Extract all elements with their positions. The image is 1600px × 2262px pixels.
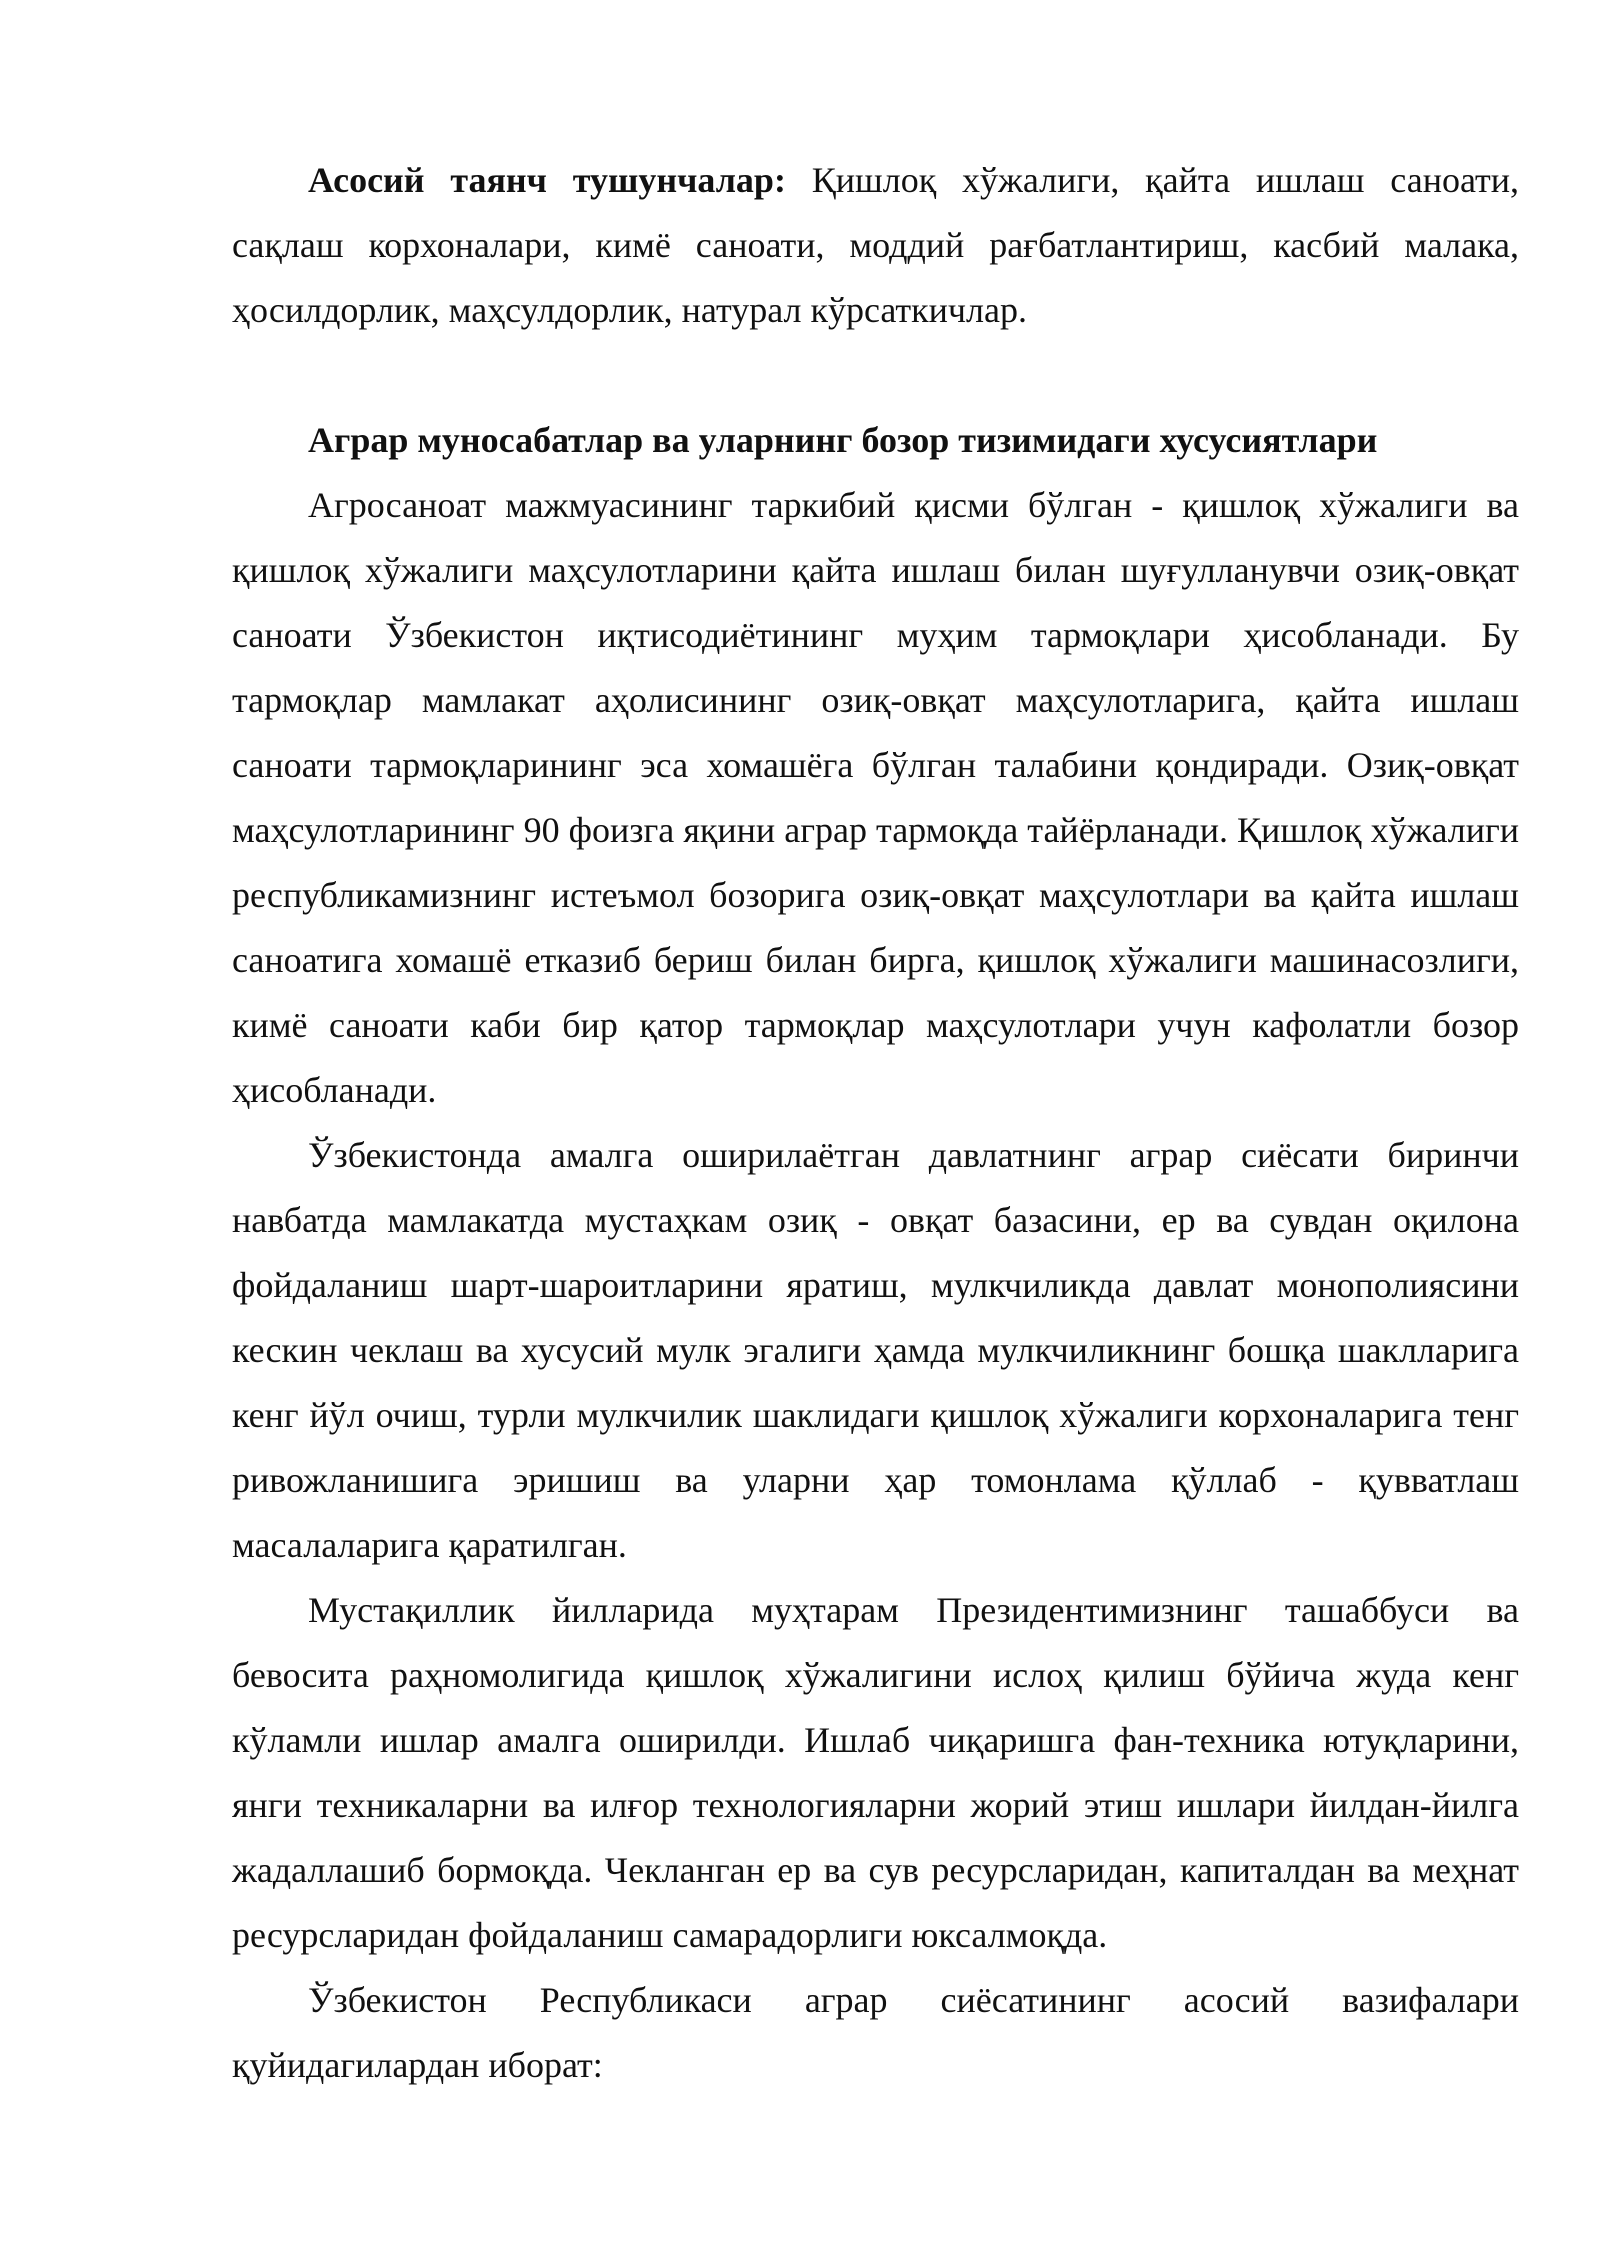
key-concepts-text: Қишлоқ хўжалиги, қайта ишлаш саноати, сақлаш корхоналари, кимё саноати, моддий рағбатлантириш, касбий малака, ҳосилдорлик, маҳсулдорлик, натурал кўрсаткичлар. xyxy=(232,160,1520,330)
key-concepts-lead: Асосий таянч тушунчалар: xyxy=(308,160,786,200)
key-concepts-paragraph xyxy=(232,148,1519,343)
body-paragraph: Ўзбекистонда амалга оширилаётган давлатнинг аграр сиёсати биринчи навбатда мамлакатда мустаҳкам озиқ - овқат базасини, ер ва сувдан оқилона фойдаланиш шарт-шароитларини яратиш, мулкчиликда давлат монополиясини кескин чеклаш ва хусусий мулк эгалиги ҳамда мулкчиликнинг бошқа шаклларига кенг йўл очиш, турли мулкчилик шаклидаги қишлоқ хўжалиги корхоналарига тенг ривожланишига эришиш ва уларни ҳар томонлама қўллаб - қувватлаш масалаларига қаратилган. xyxy=(232,1135,1519,1565)
section-heading: Аграр муносабатлар ва уларнинг бозор тизимидаги хусусиятлари xyxy=(308,420,1378,460)
body-paragraph: Ўзбекистон Республикаси аграр сиёсатининг асосий вазифалари қуйидагилардан иборат: xyxy=(232,1980,1519,2085)
body-paragraph: Агросаноат мажмуасининг таркибий қисми бўлган - қишлоқ хўжалиги ва қишлоқ хўжалиги маҳсулотларини қайта ишлаш билан шуғулланувчи озиқ-овқат саноати Ўзбекистон иқтисодиётининг муҳим тармоқлари ҳисобланади. Бу тармоқлар мамлакат аҳолисининг озиқ-овқат маҳсулотларига, қайта ишлаш саноати тармоқларининг эса хомашёга бўлган талабини қондиради. Озиқ-овқат маҳсулотларининг 90 фоизга яқини аграр тармоқда тайёрланади. Қишлоқ хўжалиги республикамизнинг истеъмол бозорига озиқ-овқат маҳсулотлари ва қайта ишлаш саноатига хомашё етказиб бериш билан бирга, қишлоқ хўжалиги машинасозлиги, кимё саноати каби бир қатор тармоқлар маҳсулотлари учун кафолатли бозор ҳисобланади. xyxy=(232,485,1519,1110)
body-paragraph: Мустақиллик йилларида муҳтарам Президентимизнинг ташаббуси ва бевосита раҳномолигида қишлоқ хўжалигини ислоҳ қилиш бўйича жуда кенг кўламли ишлар амалга оширилди. Ишлаб чиқаришга фан-техника ютуқларини, янги техникаларни ва илғор технологияларни жорий этиш ишлари йилдан-йилга жадаллашиб бормоқда. Чекланган ер ва сув ресурсларидан, капиталдан ва меҳнат ресурсларидан фойдаланиш самарадорлиги юксалмоқда. xyxy=(232,1590,1519,1955)
page-content xyxy=(232,148,1519,2098)
